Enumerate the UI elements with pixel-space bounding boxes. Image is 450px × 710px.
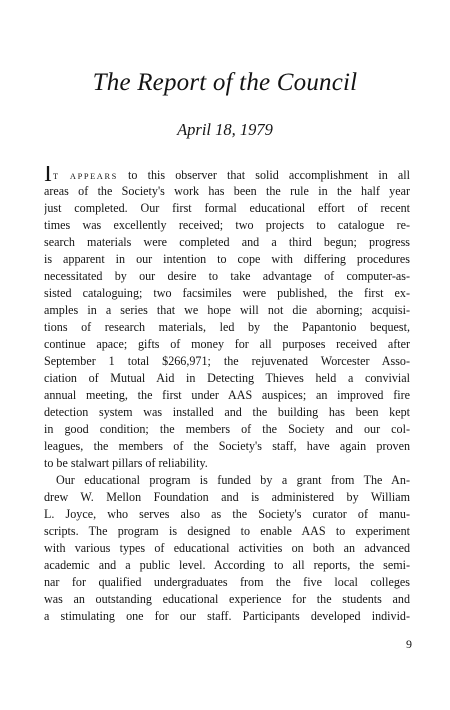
page-number: 9 [406,637,412,651]
body-line: scripts. The program is designed to enable AAS to experiment [44,524,410,538]
body-line: times was excellently received; two projects to catalogue re- [44,218,410,232]
body-line: to be stalwart pillars of reliability. [44,456,208,470]
body-line: sisted cataloguing; two facsimiles were published, the first ex- [44,286,410,300]
body-line: academic and a public level. According to all reports, the semi- [44,558,410,572]
body-line: leagues, the members of the Society's staff, have again proven [44,439,410,453]
body-line: in good condition; the members of the Society and our col- [44,422,410,436]
body-line: drew W. Mellon Foundation and is administered by William [44,490,410,504]
body-line: amples in a series that we hope will not die aborning; acquisi- [44,303,410,317]
body-line: with various types of educational activities on both an advanced [44,541,410,555]
paragraph-1 [44,166,410,472]
body-line: September 1 total $266,971; the rejuvenated Worcester Asso- [44,354,410,368]
body-line: tions of research materials, led by the Papantonio bequest, [44,320,410,334]
body-line: L. Joyce, who serves also as the Society's curator of manu- [44,507,410,521]
body-line [44,166,410,183]
body-line: nar for qualified undergraduates from the five local colleges [44,575,410,589]
body-line: just completed. Our first formal educational effort of recent [44,201,410,215]
body-line: was an outstanding educational experience for the students and [44,592,410,606]
body-line: areas of the Society's work has been the rule in the half year [44,184,410,198]
body-line: annual meeting, the first under AAS auspices; an improved fire [44,388,410,402]
body-line: Our educational program is funded by a grant from The An- [56,473,410,487]
body-line: detection system was installed and the building has been kept [44,405,410,419]
paragraph-2 [44,472,410,625]
report-title: The Report of the Council [92,69,358,96]
body-line: is apparent in our intention to cope with differing procedures [44,252,410,266]
line-text: to this observer that solid accomplishment in all [117,168,410,182]
body-line: necessitated by our desire to take advantage of computer-as- [44,269,410,283]
body-line: ciation of Mutual Aid in Detecting Thieves held a convivial [44,371,410,385]
report-body [44,166,410,625]
body-line: a stimulating one for our staff. Participants developed individ- [44,609,410,623]
body-line: search materials were completed and a third begun; progress [44,235,410,249]
report-date: April 18, 1979 [177,120,273,139]
small-caps-opening: T APPEARS [53,172,118,181]
drop-cap: I [44,166,52,183]
body-line: continue apace; gifts of money for all purposes received after [44,337,410,351]
